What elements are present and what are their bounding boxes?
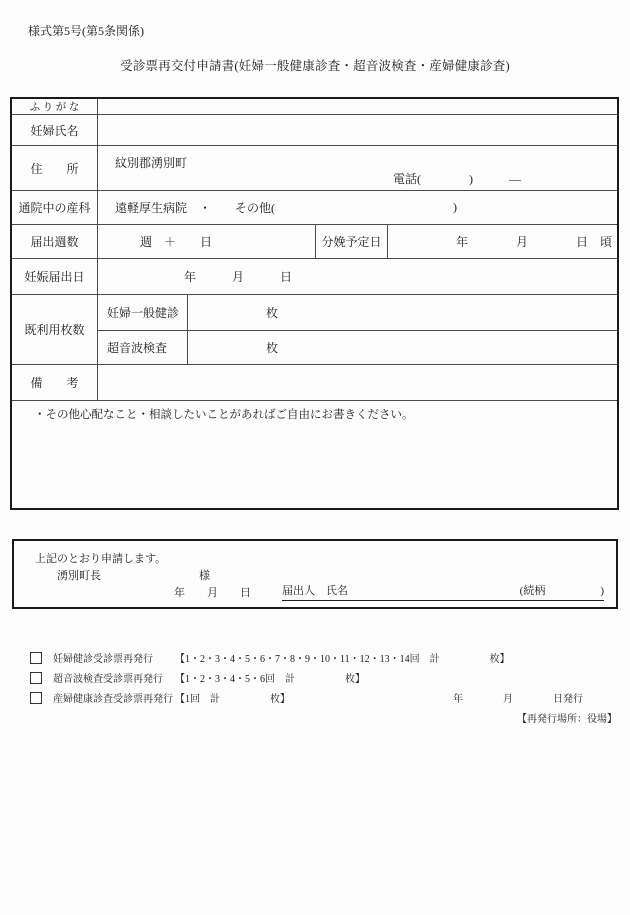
applicant-signature-field[interactable]	[282, 582, 604, 601]
declaration-date-field[interactable]: 年 月 日	[174, 587, 251, 599]
name-field[interactable]	[97, 115, 617, 145]
used-count-label: 既利用枚数	[24, 323, 85, 337]
phone-field[interactable]: 電話( ) ―	[393, 172, 521, 186]
free-note-area[interactable]: ・その他心配なこと・相談したいことがあればご自由にお書きください。	[34, 409, 414, 421]
used-count-group	[97, 295, 617, 364]
free-note-row	[12, 400, 617, 512]
applicant-label: 届出人 氏名	[282, 585, 348, 597]
ultrasound-checkbox[interactable]	[30, 672, 42, 684]
weeks-field[interactable]: 週 ＋ 日	[97, 225, 315, 258]
relationship-label: (続柄 )	[519, 585, 604, 597]
due-date-label: 分娩予定日	[315, 225, 387, 258]
declaration-statement: 上記のとおり申請します。	[35, 553, 167, 565]
page-title: 受診票再交付申請書(妊婦一般健康診査・超音波検査・産婦健康診査)	[120, 59, 510, 73]
maternal-checkup-checkbox[interactable]	[30, 652, 42, 664]
used-general-label: 妊婦一般健診	[97, 295, 187, 330]
clinic-close-paren: )	[453, 200, 457, 214]
pregnancy-date-row	[12, 258, 617, 294]
weeks-row	[12, 224, 617, 258]
honorific-label: 様	[199, 570, 210, 582]
used-general-field[interactable]: 枚	[187, 295, 617, 330]
due-date-field[interactable]: 年 月 日 頃	[387, 225, 617, 258]
reissue-line-maternal	[30, 650, 510, 665]
furigana-field[interactable]	[97, 99, 617, 114]
maternal-checkup-label: 妊婦健診受診票再発行	[53, 654, 153, 665]
postpartum-checkbox[interactable]	[30, 692, 42, 704]
furigana-label: ふ り が な	[29, 102, 80, 113]
reissue-line-ultrasound	[30, 670, 365, 685]
remarks-field[interactable]	[97, 365, 617, 400]
ultrasound-label: 超音波検査受診票再発行	[53, 674, 163, 685]
clinic-options: 遠軽厚生病院 ・ その他(	[115, 201, 275, 215]
used-row-general	[97, 295, 617, 330]
used-row-ultrasound	[97, 330, 617, 365]
application-table	[10, 97, 619, 510]
name-row	[12, 114, 617, 145]
postpartum-detail: 【1回 計 枚】	[175, 694, 290, 705]
pregnancy-date-label: 妊娠届出日	[24, 270, 85, 284]
reissue-place-note: 【再発行場所：役場】	[517, 714, 617, 725]
used-count-row	[12, 294, 617, 364]
name-label: 妊婦氏名	[30, 123, 79, 138]
furigana-row	[12, 99, 617, 114]
clinic-label: 通院中の産科	[18, 201, 91, 215]
address-label: 住 所	[30, 161, 79, 176]
form-number: 様式第5号(第5条関係)	[28, 24, 144, 38]
clinic-row	[12, 190, 617, 224]
address-prefill: 紋別郡湧別町	[115, 156, 188, 170]
maternal-checkup-detail: 【1・2・3・4・5・6・7・8・9・10・11・12・13・14回 計 枚】	[175, 654, 510, 665]
mayor-label: 湧別町長	[57, 570, 101, 582]
declaration-box	[12, 539, 618, 609]
used-ultrasound-field[interactable]: 枚	[187, 331, 617, 365]
remarks-label: 備 考	[30, 376, 79, 390]
reissue-line-postpartum	[30, 690, 290, 705]
used-ultrasound-label: 超音波検査	[97, 331, 187, 365]
postpartum-label: 産婦健康診査受診票再発行	[53, 694, 173, 705]
issue-date-field[interactable]: 年 月 日発行	[453, 694, 583, 705]
clinic-field[interactable]	[97, 191, 617, 224]
address-field[interactable]	[97, 146, 617, 190]
pregnancy-date-field[interactable]: 年 月 日	[97, 259, 617, 294]
ultrasound-detail: 【1・2・3・4・5・6回 計 枚】	[175, 674, 365, 685]
remarks-row	[12, 364, 617, 400]
address-row	[12, 145, 617, 190]
weeks-label: 届出週数	[30, 235, 79, 249]
